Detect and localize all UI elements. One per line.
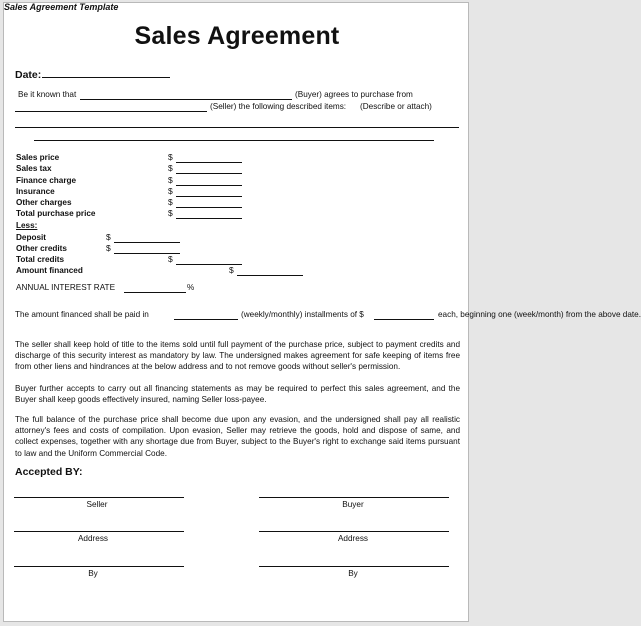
other-charges-label: Other charges [16,198,72,207]
seller-name-blank[interactable] [15,111,207,112]
installment-text-b: (weekly/monthly) installments of $ [241,310,364,319]
total-credits-label: Total credits [16,255,65,264]
title-retention-paragraph: The seller shall keep hold of title to the items sold until full payment of the purchase price, subject to payment credits and discharge of this security interest as mandatory by law. The undersigned makes agreement for safe keeping of items free from other liens and hindrances at the below address and to not remove goods without seller's permission. [15,340,460,372]
seller-address-label: Address [77,534,109,543]
buyer-agrees-text: (Buyer) agrees to purchase from [295,90,413,99]
deposit-dollar: $ [106,232,111,242]
document-title: Sales Agreement [134,22,340,50]
annual-interest-rate-label: ANNUAL INTEREST RATE [16,283,116,292]
date-label: Date: [15,69,42,81]
seller-by-label: By [88,569,98,578]
seller-by-line[interactable] [14,566,184,567]
other-charges-dollar: $ [168,197,173,207]
amount-financed-label: Amount financed [16,266,83,275]
total-purchase-price-blank[interactable] [176,218,242,219]
deposit-label: Deposit [16,233,47,242]
buyer-signature-label: Buyer [342,500,364,509]
sales-price-blank[interactable] [176,162,242,163]
be-it-known-text: Be it known that [18,90,77,99]
annual-interest-rate-blank[interactable] [124,292,186,293]
amount-financed-dollar: $ [229,265,234,275]
total-purchase-price-label: Total purchase price [16,209,96,218]
installment-text-a: The amount financed shall be paid in [15,310,149,319]
deposit-blank[interactable] [114,242,180,243]
insurance-dollar: $ [168,186,173,196]
seller-signature-line[interactable] [14,497,184,498]
describe-attach-text: (Describe or attach) [360,102,432,111]
buyer-by-label: By [348,569,358,578]
items-description-line-1[interactable] [15,127,459,128]
finance-charge-blank[interactable] [176,185,242,186]
sales-tax-label: Sales tax [16,164,52,173]
items-description-line-2[interactable] [34,140,434,141]
installment-text-c: each, beginning one (week/month) from the above date. [438,310,641,319]
total-credits-dollar: $ [168,254,173,264]
seller-follow-text: (Seller) the following described items: [210,102,347,111]
buyer-signature-line[interactable] [259,497,449,498]
finance-charge-dollar: $ [168,175,173,185]
amount-financed-blank[interactable] [237,275,303,276]
sales-price-dollar: $ [168,152,173,162]
total-purchase-price-dollar: $ [168,208,173,218]
sales-tax-dollar: $ [168,163,173,173]
default-balance-paragraph: The full balance of the purchase price shall become due upon any evasion, and the undersigned shall pay all realistic attorney's fees and costs of compilation. Upon evasion, Seller may retrieve the goods, hold and dispose of same, and collect expenses, together with any shortage due from Buyer, subject to the Buyer's right to exchange said items pursuant to law and the Uniform Commercial Code. [15,415,460,458]
date-field [15,68,170,81]
finance-charge-label: Finance charge [16,176,77,185]
installment-count-blank[interactable] [174,319,238,320]
other-credits-dollar: $ [106,243,111,253]
seller-address-line[interactable] [14,531,184,532]
buyer-by-line[interactable] [259,566,449,567]
sales-tax-blank[interactable] [176,173,242,174]
template-label: Sales Agreement Template [4,2,119,12]
less-label: Less: [16,221,38,230]
buyer-address-line[interactable] [259,531,449,532]
installment-amount-blank[interactable] [374,319,434,320]
annual-interest-rate-percent: % [187,283,195,292]
date-blank[interactable] [42,68,170,78]
insurance-blank[interactable] [176,196,242,197]
other-credits-label: Other credits [16,244,67,253]
buyer-address-label: Address [337,534,369,543]
other-charges-blank[interactable] [176,207,242,208]
financing-statement-paragraph: Buyer further accepts to carry out all financing statements as may be required to perfect this sales agreement, and the Buyer shall keep goods effectively insured, naming Seller loss-payee. [15,384,460,405]
sales-price-label: Sales price [16,153,60,162]
seller-signature-label: Seller [86,500,108,509]
accepted-by-heading: Accepted BY: [15,466,83,478]
insurance-label: Insurance [16,187,55,196]
buyer-name-blank[interactable] [80,99,292,100]
